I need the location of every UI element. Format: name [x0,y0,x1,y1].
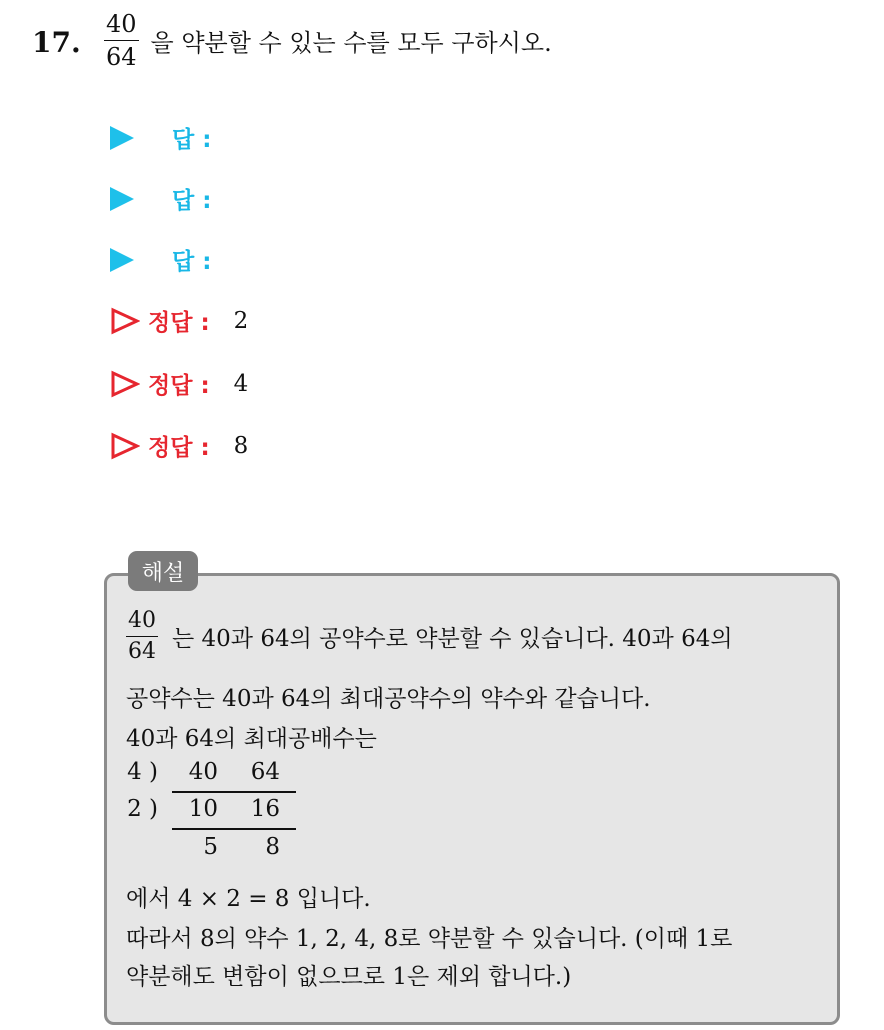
answer-label: 답 : [172,249,212,275]
answer-blank-2[interactable] [110,182,211,215]
outline-triangle-icon [110,307,140,335]
division-value: 5 [203,834,218,860]
division-line [172,791,296,793]
explanation-line-3: 40과 64의 최대공배수는 [126,726,377,752]
division-row-1 [122,759,280,785]
division-line [172,828,296,830]
explanation-line-5: 따라서 8의 약수 1, 2, 4, 8로 약분할 수 있습니다. (이때 1로 [126,926,733,952]
explanation-text: 는 40과 64의 공약수로 약분할 수 있습니다. 40과 64의 [172,626,733,652]
answer-label: 답 : [172,188,212,214]
explanation-line-1 [126,610,733,663]
outline-triangle-icon [110,370,140,398]
fraction-numerator: 40 [126,610,158,637]
correct-label: 정답 : [148,310,210,336]
question-fraction [104,12,139,69]
correct-answer-1 [110,304,248,337]
play-triangle-icon [110,248,134,272]
question-text: 을 약분할 수 있는 수를 모두 구하시오. [150,29,552,57]
question-number: 17. [32,26,81,59]
correct-answer-3 [110,429,248,462]
divisor [122,834,158,860]
fraction-denominator: 64 [128,639,156,664]
fraction-numerator: 40 [104,12,139,41]
division-value: 40 [188,759,218,785]
correct-value: 2 [233,307,249,334]
division-value: 64 [250,759,280,785]
explanation-fraction [126,610,158,663]
division-row-3 [122,834,280,860]
explanation-line-6: 약분해도 변함이 없으므로 1은 제외 합니다.) [126,964,572,990]
division-value: 16 [250,796,280,822]
correct-value: 8 [233,432,249,459]
explanation-line-4: 에서 4 × 2 = 8 입니다. [126,886,371,912]
play-triangle-icon [110,126,134,150]
correct-label: 정답 : [148,435,210,461]
explanation-line-2: 공약수는 40과 64의 최대공약수의 약수와 같습니다. [126,686,651,712]
divisor: 4 ) [127,759,158,785]
correct-answer-2 [110,367,248,400]
answer-blank-3[interactable] [110,243,211,276]
division-value: 10 [188,796,218,822]
correct-value: 4 [233,370,249,397]
fraction-denominator: 64 [106,43,137,71]
answer-blank-1[interactable] [110,121,211,154]
division-value: 8 [265,834,280,860]
correct-label: 정답 : [148,373,210,399]
divisor: 2 ) [127,796,158,822]
play-triangle-icon [110,187,134,211]
outline-triangle-icon [110,432,140,460]
division-row-2 [122,796,280,822]
question-line [104,12,552,69]
explanation-tag: 해설 [128,551,198,591]
answer-label: 답 : [172,127,212,153]
